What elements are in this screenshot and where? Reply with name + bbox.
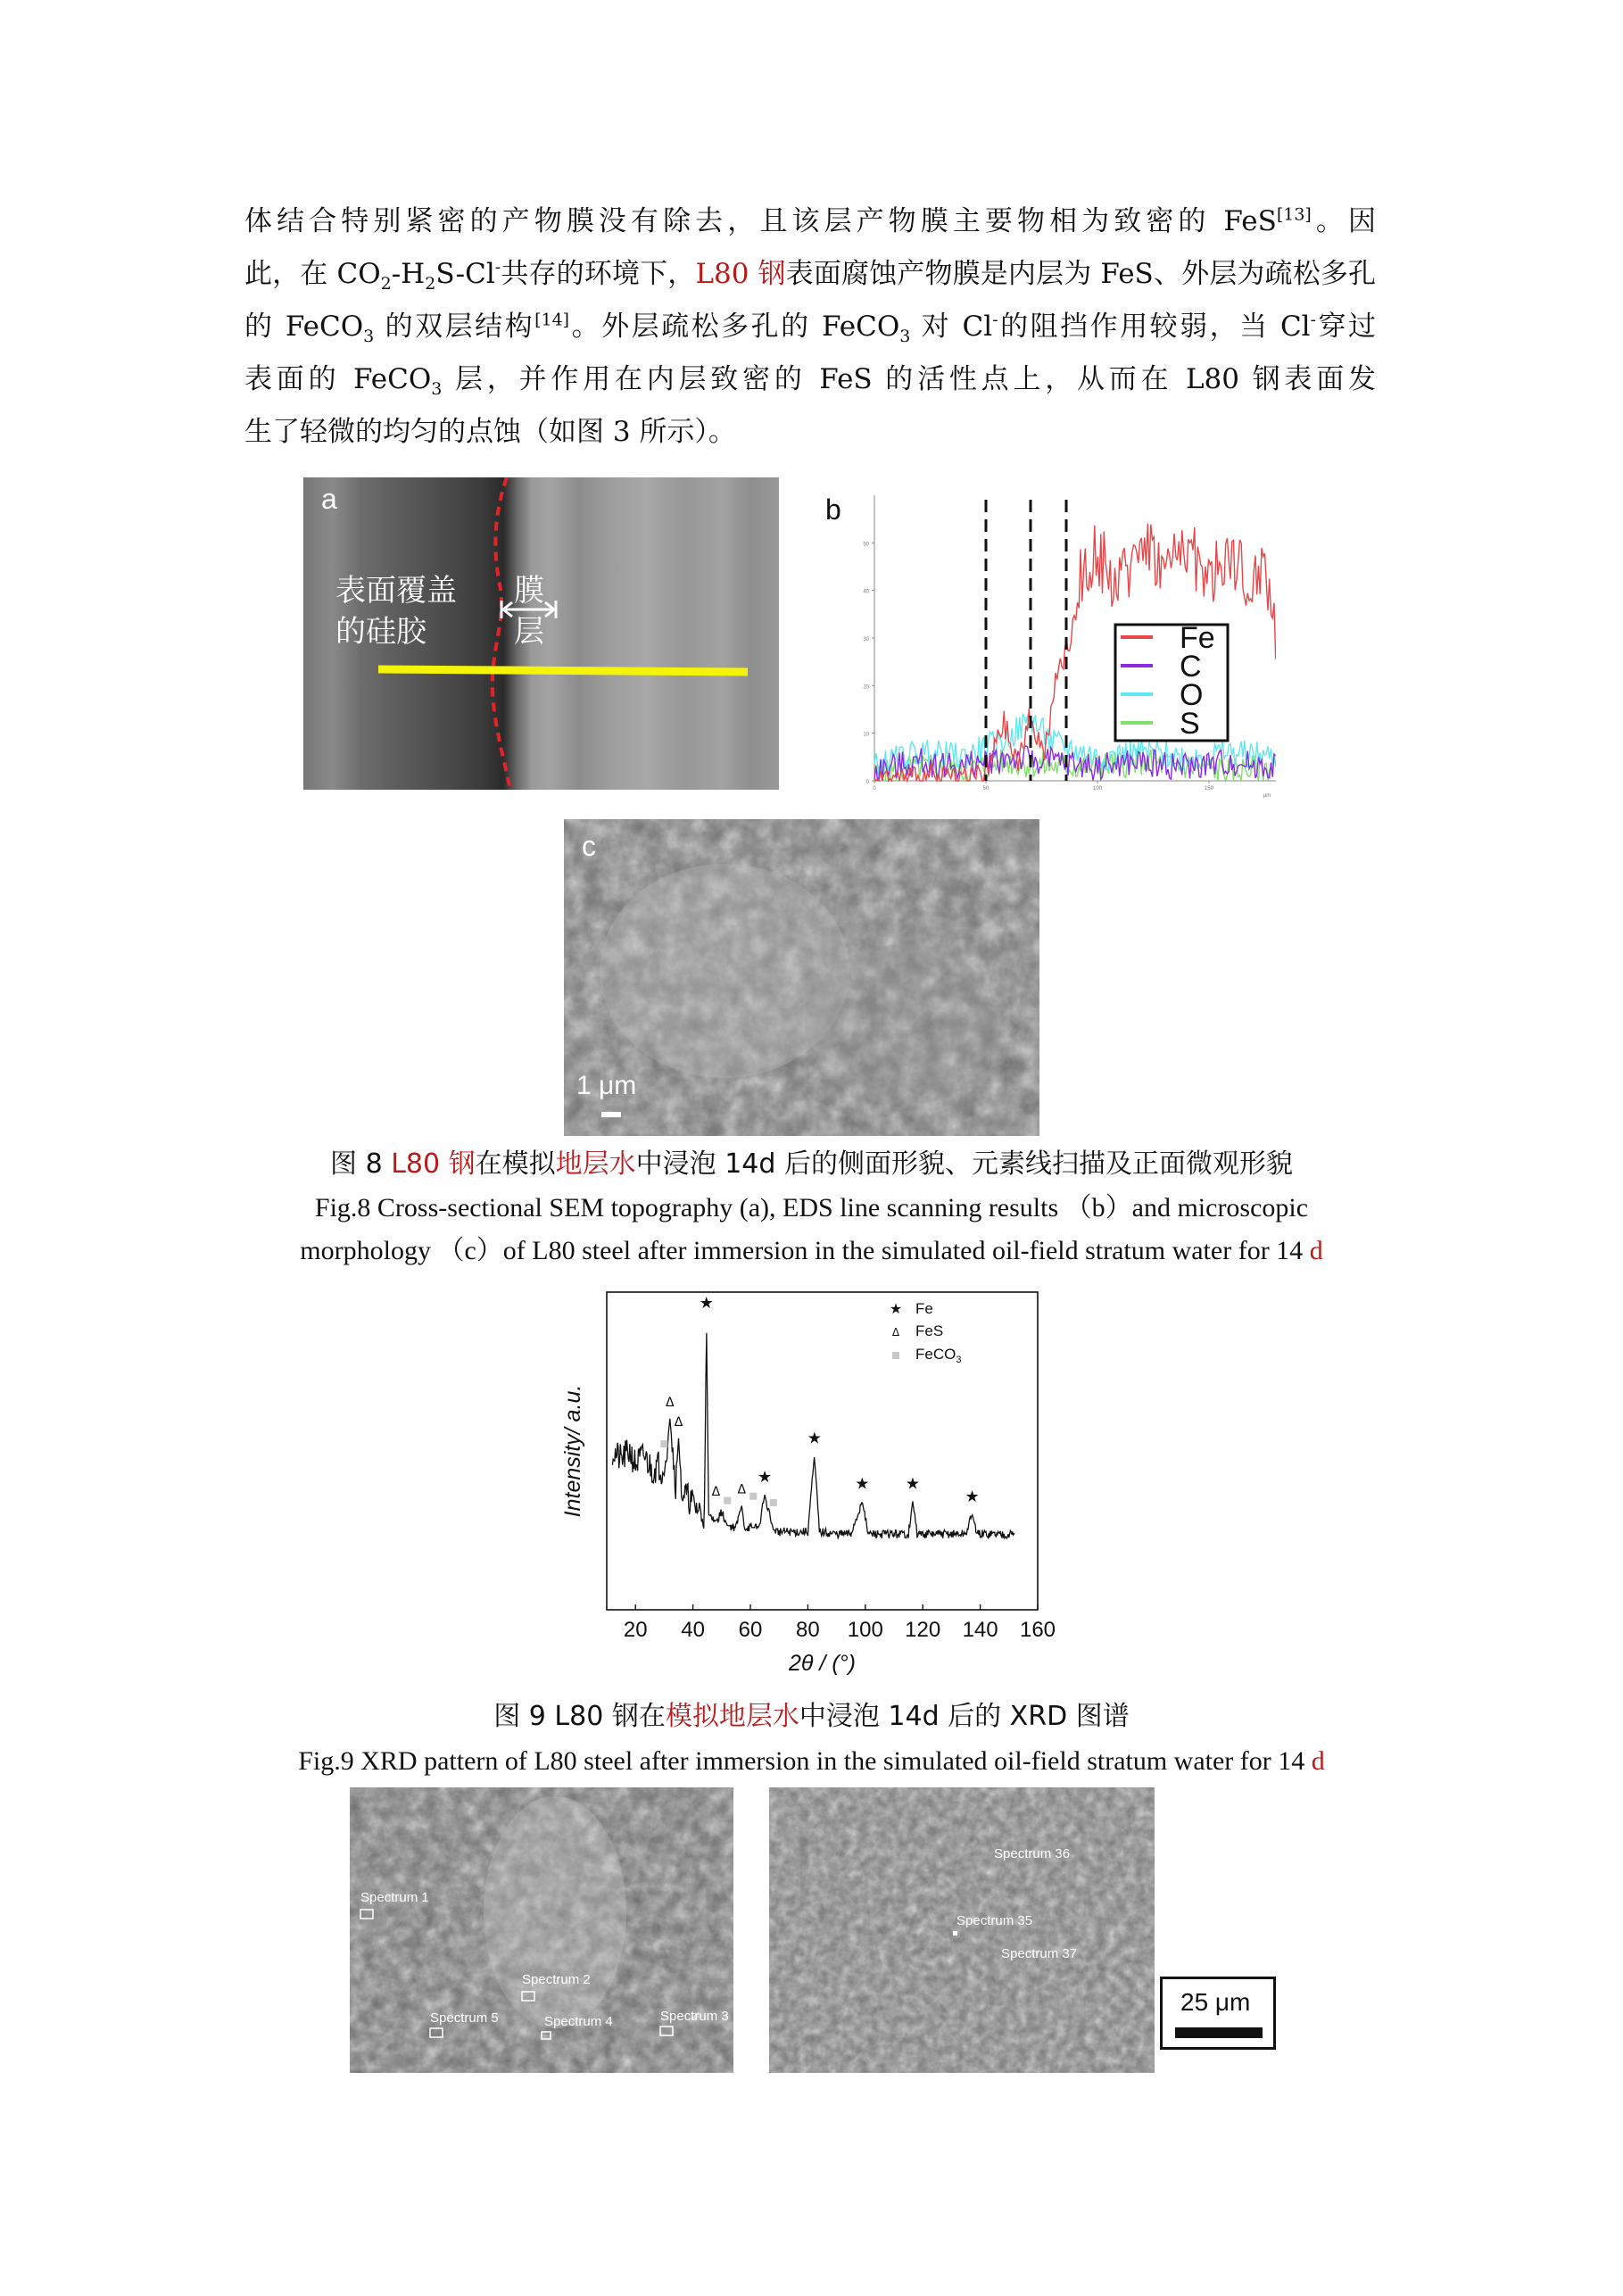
body-paragraph xyxy=(244,195,1376,459)
spectrum-label-4: Spectrum 4 xyxy=(544,2014,613,2029)
panel-letter-a: a xyxy=(321,483,337,515)
xrd-peak-marker-feco3 xyxy=(660,1440,667,1447)
spectrum-label-35: Spectrum 35 xyxy=(956,1913,1033,1928)
eds-y-tick-label: 50 xyxy=(863,542,869,548)
eds-scan-line xyxy=(378,669,748,672)
xrd-x-tick-label: 40 xyxy=(681,1618,705,1642)
scale-bar-25um-label: 25 μm xyxy=(1180,1988,1251,2016)
xrd-x-tick-label: 20 xyxy=(623,1618,648,1642)
xrd-peak-marker-feco3 xyxy=(749,1493,757,1500)
spectrum-label-1: Spectrum 1 xyxy=(360,1890,429,1905)
fig9-caption-en: Fig.9 XRD pattern of L80 steel after immersion in the simulated oil-field stratum water for 14 d xyxy=(298,1746,1325,1776)
label-film-layer: 膜 层 xyxy=(514,573,544,650)
fig8-caption-en-2: morphology （c）of L80 steel after immersion in the simulated oil-field stratum water for 14 d xyxy=(300,1236,1323,1265)
scale-bar-25um xyxy=(1175,2027,1263,2038)
fig8-panel-b xyxy=(821,486,1276,803)
eds-x-tick-label: 150 xyxy=(1204,786,1214,792)
highlight-l80: L80 钢 xyxy=(695,258,786,290)
xrd-x-tick-label: 160 xyxy=(1019,1618,1056,1642)
panel-letter-c: c xyxy=(582,830,596,862)
xrd-peak-marker-fes: Δ xyxy=(711,1484,721,1499)
xrd-peak-marker-feco3 xyxy=(724,1497,731,1504)
scale-bar-label: 1 μm xyxy=(576,1071,637,1100)
xrd-peak-marker-fes: Δ xyxy=(737,1482,747,1497)
xrd-x-tick-label: 60 xyxy=(738,1618,763,1642)
xrd-legend-symbol-feco3 xyxy=(892,1352,899,1359)
xrd-peak-marker-fes: Δ xyxy=(666,1395,675,1410)
xrd-peak-marker-fe: ★ xyxy=(965,1488,980,1507)
xrd-peak-marker-feco3 xyxy=(770,1499,777,1506)
xrd-x-tick-label: 140 xyxy=(962,1618,998,1642)
xrd-legend-label-fe: Fe xyxy=(915,1300,933,1317)
xrd-legend-label-feco3: FeCO$_3$ xyxy=(915,1346,962,1365)
eds-legend-label-o: O xyxy=(1180,678,1204,712)
xrd-peak-marker-fe: ★ xyxy=(905,1474,921,1494)
spectrum-label-37: Spectrum 37 xyxy=(1001,1946,1078,1961)
eds-y-tick-label: 40 xyxy=(863,589,869,595)
eds-y-tick-label: 0 xyxy=(865,780,869,785)
interface-boundary-line xyxy=(493,477,510,790)
scale-bar xyxy=(601,1112,621,1117)
paragraph-line-2: 此，在 $CO_2-H_2S-Cl^-$共存的环境下，L80 钢表面腐蚀产物膜是内层为 FeS、外层为疏松多孔 xyxy=(244,257,1377,294)
xrd-peak-marker-fe: ★ xyxy=(807,1429,822,1448)
eds-x-tick-label: 50 xyxy=(982,786,990,792)
fig9-xrd-chart xyxy=(553,1285,1089,1687)
eds-x-tick-label: 0 xyxy=(873,786,876,792)
eds-legend-label-fe: Fe xyxy=(1180,621,1215,655)
paragraph-line-5: 生了轻微的均匀的点蚀（如图 3 所示）。 xyxy=(244,416,736,448)
xrd-x-tick-label: 120 xyxy=(905,1618,941,1642)
sem-left-spectra xyxy=(350,1787,733,2073)
spectrum-label-2: Spectrum 2 xyxy=(522,1972,591,1987)
xrd-pattern-svg xyxy=(553,1285,1089,1687)
xrd-legend-symbol-fes: Δ xyxy=(891,1326,900,1339)
xrd-peak-marker-fe: ★ xyxy=(758,1468,773,1488)
sem-right-texture xyxy=(769,1787,1155,2073)
xrd-legend-label-fes: FeS xyxy=(915,1322,944,1339)
scale-bar-box xyxy=(1160,1977,1276,2050)
xrd-x-tick-label: 80 xyxy=(796,1618,820,1642)
eds-legend-label-c: C xyxy=(1180,650,1202,684)
xrd-peak-marker-fe: ★ xyxy=(699,1294,714,1313)
xrd-plot-frame xyxy=(607,1292,1038,1610)
paragraph-line-3: 的 FeCO$_3$ 的双层结构[14]。外层疏松多孔的 FeCO$_3$ 对 Cl-的阻挡作用较弱，当 Cl-穿过 xyxy=(244,310,1376,347)
xrd-peak-marker-fe: ★ xyxy=(855,1474,870,1494)
spectrum-label-5: Spectrum 5 xyxy=(430,2010,499,2026)
eds-y-tick-label: 10 xyxy=(863,732,869,738)
fig9-caption-cn: 图 9 L80 钢在模拟地层水中浸泡 14d 后的 XRD 图谱 xyxy=(493,1701,1130,1732)
xrd-peak-marker-fes: Δ xyxy=(674,1414,683,1430)
paragraph-line-4: 表面的 FeCO$_3$ 层，并作用在内层致密的 FeS 的活性点上，从而在 L80 钢表面发 xyxy=(244,363,1376,400)
sem-left-texture xyxy=(350,1787,733,2073)
spectrum-label-36: Spectrum 36 xyxy=(994,1846,1071,1861)
sem-right-spectra xyxy=(769,1787,1155,2073)
eds-x-tick-label: 100 xyxy=(1092,786,1103,792)
xrd-x-tick-label: 100 xyxy=(847,1618,883,1642)
fig8-panel-a xyxy=(303,477,779,790)
panel-letter-b: b xyxy=(825,493,841,526)
label-surface-silica-gel: 表面覆盖 的硅胶 xyxy=(335,573,457,650)
eds-y-tick-label: 30 xyxy=(863,637,869,642)
xrd-legend-symbol-fe: ★ xyxy=(889,1300,903,1317)
paragraph-line-1: 体结合特别紧密的产物膜没有除去，且该层产物膜主要物相为致密的 FeS[13]。因 xyxy=(244,204,1377,237)
fig8-caption-cn: 图 8 L80 钢在模拟地层水中浸泡 14d 后的侧面形貌、元素线扫描及正面微观形貌 xyxy=(330,1148,1293,1180)
fig8-panel-c xyxy=(564,819,1039,1136)
eds-legend-label-s: S xyxy=(1180,707,1200,741)
eds-x-unit: μm xyxy=(1263,793,1271,799)
spectrum-label-3: Spectrum 3 xyxy=(660,2009,729,2024)
xrd-x-axis-label: 2θ / (°) xyxy=(789,1651,856,1676)
fig8-caption-en-1: Fig.8 Cross-sectional SEM topography (a), EDS line scanning results （b）and microscopic xyxy=(314,1193,1309,1223)
eds-y-tick-label: 20 xyxy=(863,684,869,691)
eds-line-scan-chart xyxy=(821,486,1276,803)
xrd-y-axis-label: Intensity/ a.u. xyxy=(560,1384,585,1518)
